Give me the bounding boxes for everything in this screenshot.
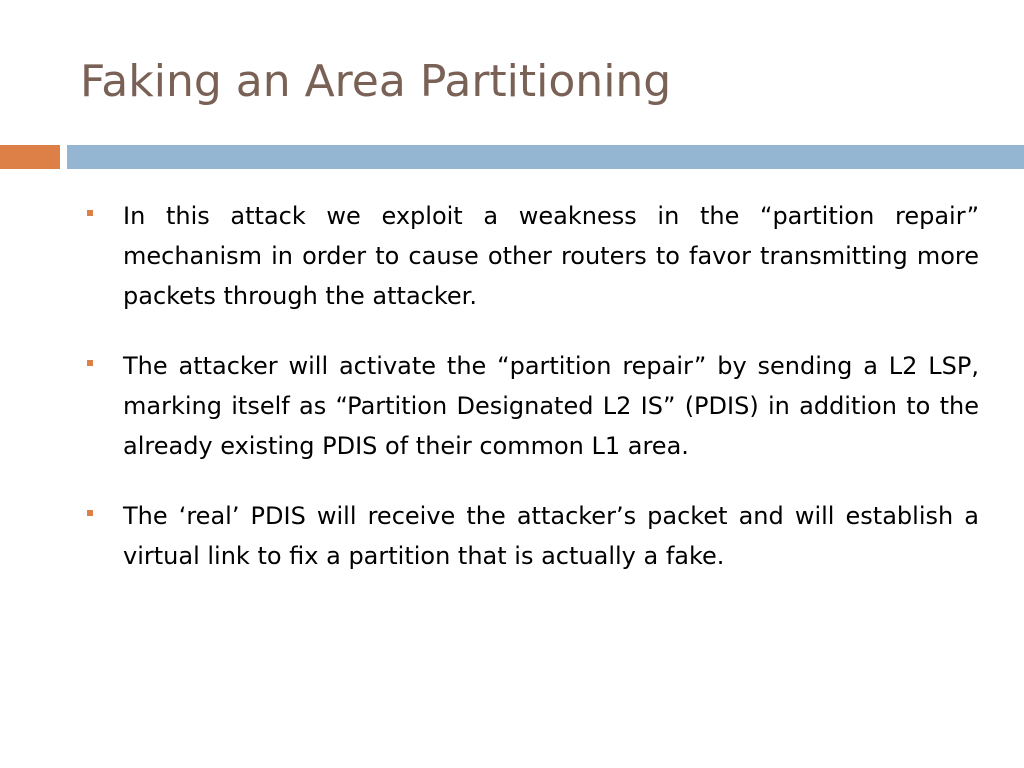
square-bullet-icon bbox=[87, 360, 93, 366]
square-bullet-icon bbox=[87, 510, 93, 516]
bullet-item bbox=[123, 496, 979, 576]
bullet-item bbox=[123, 346, 979, 466]
bullet-text: The attacker will activate the “partition repair” by sending a L2 LSP, marking itself as “Partition Designated L2 IS” (PDIS) in addition to the already existing PDIS of their common L1 area. bbox=[123, 352, 979, 460]
square-bullet-icon bbox=[87, 210, 93, 216]
bullet-item bbox=[123, 196, 979, 316]
bullet-list bbox=[123, 196, 979, 606]
accent-bar-blue bbox=[67, 145, 1024, 169]
bullet-text: In this attack we exploit a weakness in the “partition repair” mechanism in order to cause other routers to favor transmitting more packets through the attacker. bbox=[123, 202, 979, 310]
slide-title: Faking an Area Partitioning bbox=[80, 56, 672, 107]
bullet-text: The ‘real’ PDIS will receive the attacker’s packet and will establish a virtual link to fix a partition that is actually a fake. bbox=[123, 502, 979, 570]
accent-bar-orange bbox=[0, 145, 60, 169]
